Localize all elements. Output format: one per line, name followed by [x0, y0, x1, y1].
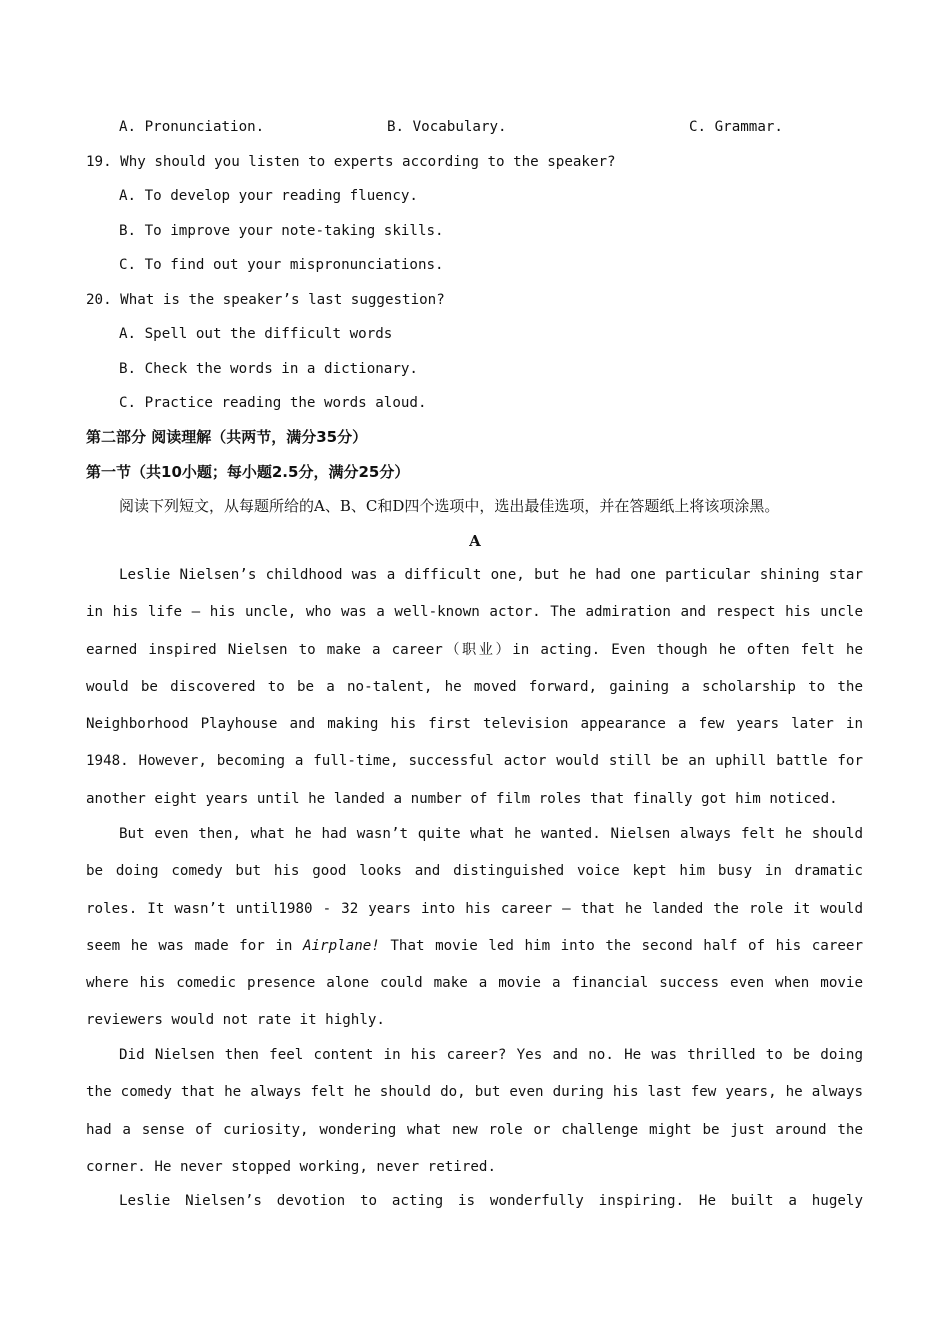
movie-title: Airplane! — [302, 937, 380, 954]
passage-paragraph-3: Did Nielsen then feel content in his career? Yes and no. He was thrilled to be doing the comedy that he always felt he should do, but even during his last few years, he always had a sense of curiosity, wondering what new role or challenge might be just around the corner. He never stopped working, never retired. — [86, 1047, 863, 1175]
q18-option-b: B. Vocabulary. — [387, 119, 507, 135]
q20-stem: 20. What is the speaker’s last suggestion? — [86, 292, 445, 308]
q20-option-a: A. Spell out the difficult words — [119, 326, 393, 342]
passage-paragraph-2 — [86, 816, 863, 1040]
q19-option-c: C. To find out your mispronunciations. — [119, 257, 444, 273]
part2-title: 第二部分 阅读理解（共两节，满分35分） — [86, 428, 368, 446]
q19-option-a: A. To develop your reading fluency. — [119, 188, 418, 204]
section1-title: 第一节（共10小题；每小题2.5分，满分25分） — [86, 463, 410, 481]
q20-option-c: C. Practice reading the words aloud. — [119, 395, 427, 411]
q19-option-b: B. To improve your note-taking skills. — [119, 223, 444, 239]
q19-stem: 19. Why should you listen to experts according to the speaker? — [86, 154, 616, 170]
q20-option-b: B. Check the words in a dictionary. — [119, 361, 418, 377]
paragraph-2-text-after: That movie led him into the second half of his career where his comedic presence alone could make a movie a financial success even when movie reviewers would not rate it highly. — [86, 937, 864, 1029]
paragraph-2-text-before: But even then, what he had wasn’t quite what he wanted. Nielsen always felt he should be doing comedy but his good looks and distinguished voice kept him busy in dramatic roles. It wasn’t until1980 - 32 years into his career — that he landed the role it would seem he was made for in — [86, 826, 863, 954]
q18-option-a: A. Pronunciation. — [119, 119, 265, 135]
passage-label: A — [469, 532, 481, 550]
passage-paragraph-1: Leslie Nielsen’s childhood was a difficult one, but he had one particular shining star in his life — his uncle, who was a well-known actor. The admiration and respect his uncle earned inspired Nielsen to make a career（职业）in acting. Even though he often felt he would be discovered to be a no-talent, he moved forward, gaining a scholarship to the Neighborhood Playhouse and making his first television appearance a few years later in 1948. However, becoming a full-time, successful actor would still be an uphill battle for another eight years until he landed a number of film roles that finally got him noticed. — [86, 567, 863, 807]
passage-paragraph-4: Leslie Nielsen’s devotion to acting is wonderfully inspiring. He built a hugely — [119, 1193, 863, 1209]
q18-option-c: C. Grammar. — [689, 119, 783, 135]
instructions: 阅读下列短文，从每题所给的A、B、C和D四个选项中，选出最佳选项，并在答题纸上将该项涂黑。 — [119, 497, 780, 515]
